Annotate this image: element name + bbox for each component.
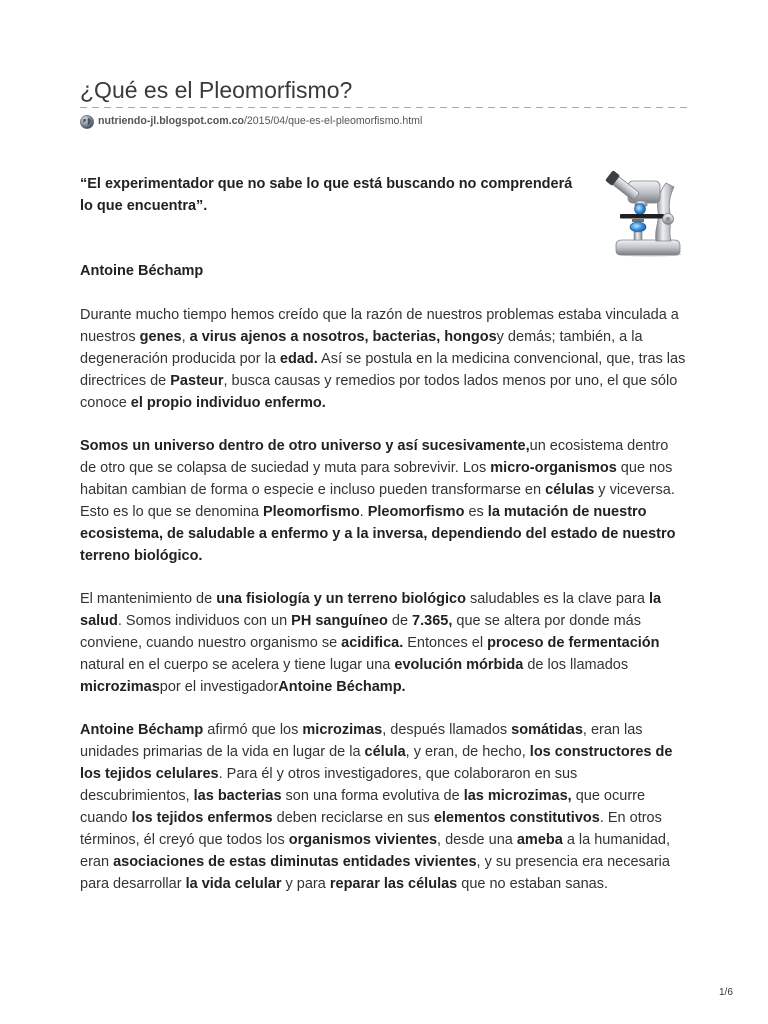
text-span: deben reciclarse en sus bbox=[272, 810, 434, 826]
source-line bbox=[80, 114, 422, 129]
text-span: conviene, cuando nuestro organismo se bbox=[80, 635, 342, 651]
bold-text: célula bbox=[364, 744, 406, 760]
text-span: degeneración producida por la bbox=[80, 351, 280, 367]
paragraphs bbox=[80, 304, 700, 895]
bold-text: reparar las células bbox=[329, 876, 458, 892]
text-span: de bbox=[387, 613, 413, 629]
text-span: habitan cambian de forma o especie e incluso pueden transformarse en bbox=[80, 482, 546, 498]
source-url-link[interactable] bbox=[98, 114, 422, 129]
text-span: por el investigador bbox=[159, 679, 279, 695]
bold-text: elementos constitutivos bbox=[433, 810, 600, 826]
text-span: que ocurre bbox=[571, 788, 646, 804]
text-span: , bbox=[181, 329, 190, 345]
text-span: son una forma evolutiva de bbox=[281, 788, 464, 804]
bold-text: PH sanguíneo bbox=[291, 613, 388, 629]
text-span: . En otros bbox=[599, 810, 662, 826]
paragraph-1 bbox=[80, 304, 700, 414]
text-span: Entonces el bbox=[403, 635, 488, 651]
text-line bbox=[80, 501, 700, 523]
bold-text: Antoine Béchamp. bbox=[278, 679, 406, 695]
bold-text: ecosistema, de saludable a enfermo y a la inversa, dependiendo del estado de nuestro bbox=[80, 526, 676, 542]
text-line bbox=[80, 785, 700, 807]
quote bbox=[80, 173, 700, 217]
text-span: , eran las bbox=[582, 722, 643, 738]
text-span: para desarrollar bbox=[80, 876, 186, 892]
text-span: Durante mucho tiempo hemos creído que la razón de nuestros problemas estaba vinculada a bbox=[80, 307, 679, 323]
quote-line: lo que encuentra”. bbox=[80, 198, 208, 214]
bold-text: somátidas bbox=[511, 722, 583, 738]
text-span: términos, él creyó que todos los bbox=[80, 832, 289, 848]
text-span: conoce bbox=[80, 395, 131, 411]
text-span: descubrimientos, bbox=[80, 788, 194, 804]
text-span: natural en el cuerpo se acelera y tiene lugar una bbox=[80, 657, 395, 673]
bold-text: asociaciones de estas diminutas entidades vivientes bbox=[113, 854, 477, 870]
text-line bbox=[80, 479, 700, 501]
text-line bbox=[80, 763, 700, 785]
text-line bbox=[80, 348, 700, 370]
bold-text: la bbox=[648, 591, 662, 607]
bold-text: células bbox=[545, 482, 595, 498]
bold-text: la mutación de nuestro bbox=[487, 504, 647, 520]
text-span: Así se postula en la medicina convencional, que, tras las bbox=[317, 351, 686, 367]
page-number: 1/6 bbox=[719, 987, 733, 998]
text-line bbox=[80, 304, 700, 326]
article-body bbox=[80, 173, 700, 916]
globe-icon bbox=[80, 115, 94, 129]
bold-text: genes bbox=[139, 329, 182, 345]
bold-text: una fisiología y un terreno biológico bbox=[216, 591, 466, 607]
paragraph-4 bbox=[80, 719, 700, 895]
text-line bbox=[80, 632, 700, 654]
text-line bbox=[80, 545, 700, 567]
title-divider bbox=[80, 107, 688, 108]
paragraph-3 bbox=[80, 588, 700, 698]
bold-text: Antoine Béchamp bbox=[80, 722, 204, 738]
text-line bbox=[80, 741, 700, 763]
text-line bbox=[80, 873, 700, 895]
text-line bbox=[80, 435, 700, 457]
bold-text: terreno biológico. bbox=[80, 548, 203, 564]
text-line bbox=[80, 851, 700, 873]
bold-text: las microzimas, bbox=[463, 788, 572, 804]
text-line bbox=[80, 588, 700, 610]
text-line bbox=[80, 719, 700, 741]
bold-text: los tejidos enfermos bbox=[131, 810, 273, 826]
text-span: a la humanidad, bbox=[562, 832, 671, 848]
text-span: cuando bbox=[80, 810, 132, 826]
source-path: /2015/04/que-es-el-pleomorfismo.html bbox=[243, 115, 423, 127]
page-title: ¿Qué es el Pleomorfismo? bbox=[80, 77, 353, 103]
text-line bbox=[80, 370, 700, 392]
bold-text: acidifica. bbox=[341, 635, 404, 651]
text-line bbox=[80, 457, 700, 479]
text-line bbox=[80, 326, 700, 348]
text-span: , y eran, de hecho, bbox=[405, 744, 530, 760]
bold-text: salud bbox=[80, 613, 118, 629]
text-span: que se altera por donde más bbox=[452, 613, 641, 629]
text-line bbox=[80, 523, 700, 545]
bold-text: 7.365, bbox=[412, 613, 453, 629]
text-span: . Somos individuos con un bbox=[117, 613, 292, 629]
paragraph-2 bbox=[80, 435, 700, 567]
text-span: y para bbox=[281, 876, 330, 892]
text-line bbox=[80, 610, 700, 632]
bold-text: Pleomorfismo bbox=[262, 504, 360, 520]
text-span: un ecosistema dentro bbox=[529, 438, 669, 454]
quote-author: Antoine Béchamp bbox=[80, 263, 204, 279]
bold-text: edad. bbox=[279, 351, 318, 367]
source-domain: nutriendo-jl.blogspot.com.co bbox=[98, 115, 244, 127]
text-span: . bbox=[359, 504, 368, 520]
text-span: de los llamados bbox=[523, 657, 629, 673]
text-span: , y su presencia era necesaria bbox=[476, 854, 670, 870]
text-span: de otro que se colapsa de suciedad y muta para sobrevivir. Los bbox=[80, 460, 491, 476]
text-span: que no estaban sanas. bbox=[457, 876, 608, 892]
text-span: , busca causas y remedios por todos lados menos por uno, el que sólo bbox=[223, 373, 678, 389]
bold-text: Somos un universo dentro de otro universo y así sucesivamente, bbox=[80, 438, 530, 454]
text-span: afirmó que los bbox=[203, 722, 303, 738]
text-span: y viceversa. bbox=[594, 482, 675, 498]
text-line bbox=[80, 392, 700, 414]
text-span: eran bbox=[80, 854, 114, 870]
bold-text: a virus ajenos a nosotros, bacterias, hongos bbox=[189, 329, 497, 345]
bold-text: organismos vivientes bbox=[288, 832, 438, 848]
text-span: saludables es la clave para bbox=[465, 591, 649, 607]
text-span: unidades primarias de la vida en lugar de la bbox=[80, 744, 365, 760]
text-span: Esto es lo que se denomina bbox=[80, 504, 263, 520]
text-line bbox=[80, 676, 700, 698]
bold-text: microzimas bbox=[80, 679, 160, 695]
text-line bbox=[80, 654, 700, 676]
quote-line: “El experimentador que no sabe lo que está buscando no comprenderá bbox=[80, 176, 573, 192]
text-span: es bbox=[464, 504, 488, 520]
text-line bbox=[80, 829, 700, 851]
bold-text: los tejidos celulares bbox=[80, 766, 219, 782]
text-line bbox=[80, 807, 700, 829]
bold-text: ameba bbox=[516, 832, 563, 848]
bold-text: la vida celular bbox=[185, 876, 282, 892]
bold-text: el propio individuo enfermo. bbox=[130, 395, 326, 411]
bold-text: proceso de fermentación bbox=[487, 635, 660, 651]
text-span: . Para él y otros investigadores, que colaboraron en sus bbox=[218, 766, 578, 782]
bold-text: los constructores de bbox=[529, 744, 673, 760]
text-span: , después llamados bbox=[382, 722, 512, 738]
text-span: y demás; también, a la bbox=[496, 329, 643, 345]
text-span: directrices de bbox=[80, 373, 171, 389]
text-span: , desde una bbox=[437, 832, 517, 848]
text-span: nuestros bbox=[80, 329, 140, 345]
bold-text: evolución mórbida bbox=[394, 657, 524, 673]
bold-text: las bacterias bbox=[193, 788, 282, 804]
bold-text: microzimas bbox=[302, 722, 383, 738]
bold-text: micro-organismos bbox=[490, 460, 617, 476]
bold-text: Pleomorfismo bbox=[367, 504, 465, 520]
text-span: El mantenimiento de bbox=[80, 591, 217, 607]
text-span: que nos bbox=[616, 460, 673, 476]
bold-text: Pasteur bbox=[170, 373, 224, 389]
